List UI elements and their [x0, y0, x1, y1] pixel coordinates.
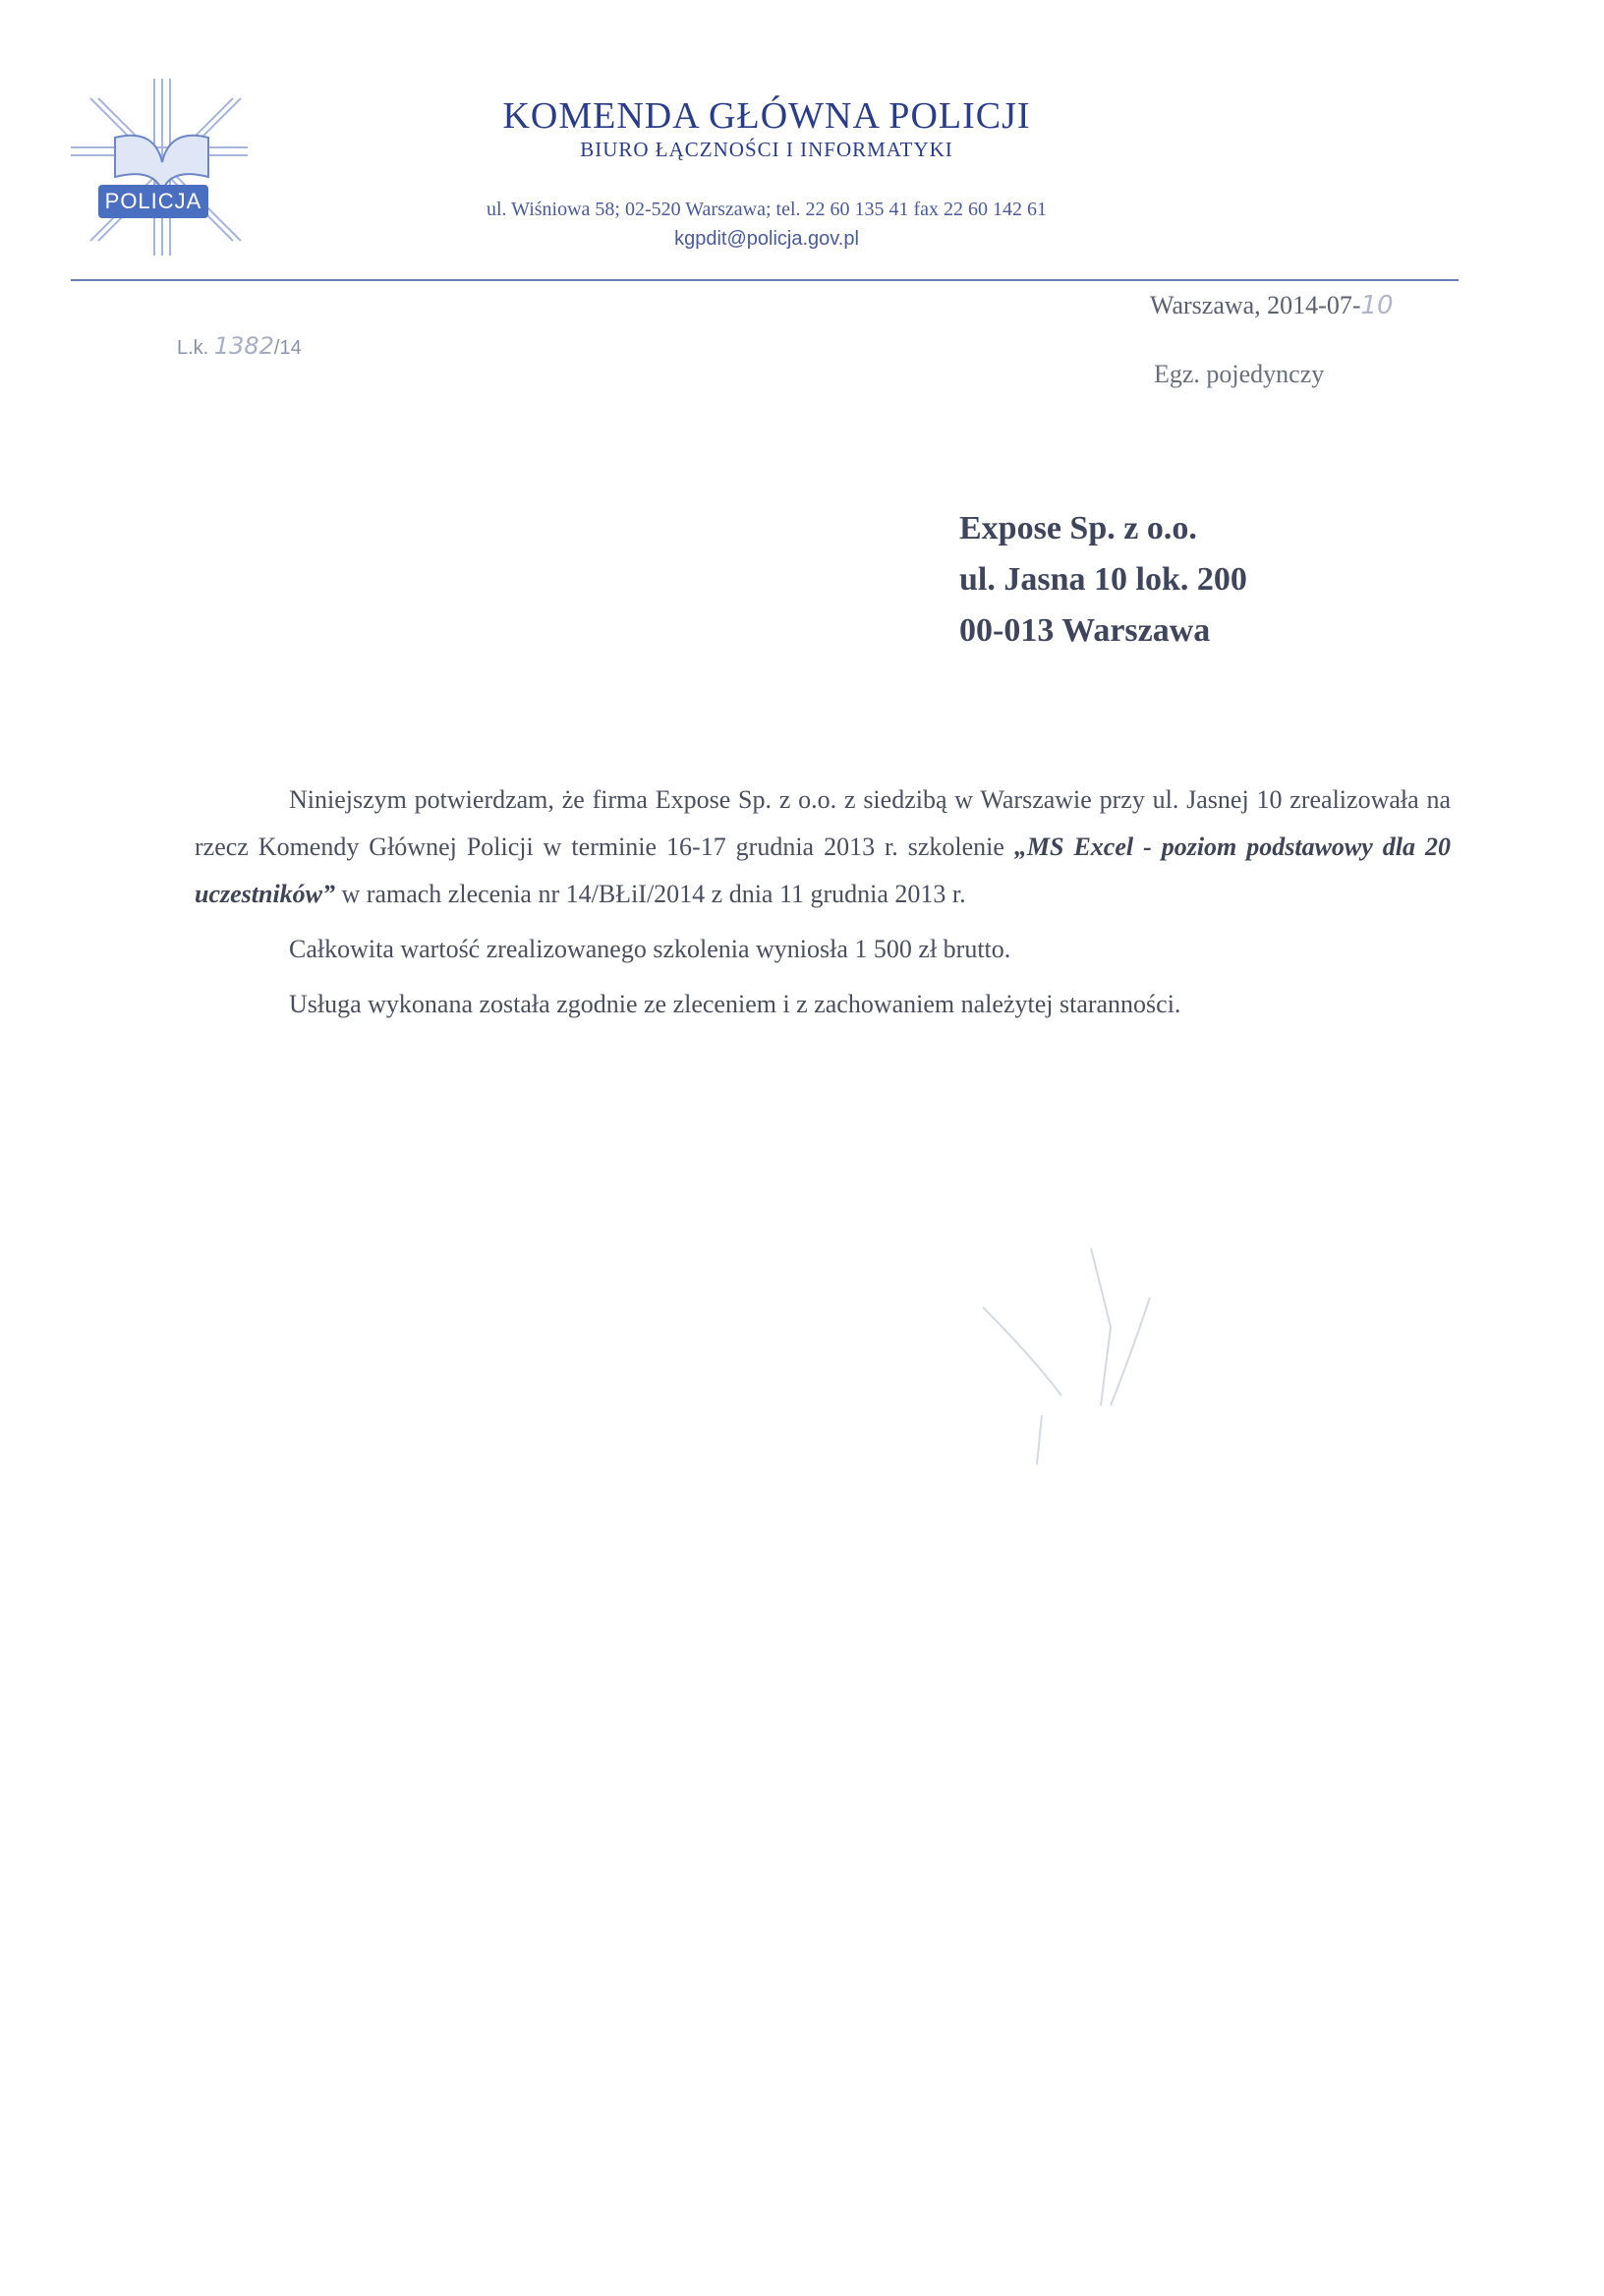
faint-signature: [944, 1238, 1199, 1494]
header-divider: [71, 279, 1459, 281]
recipient-line-3: 00-013 Warszawa: [959, 612, 1211, 649]
police-star-icon: [61, 69, 297, 265]
copy-note: Egz. pojedynczy: [1154, 360, 1325, 388]
recipient-line-1: Expose Sp. z o.o.: [959, 510, 1197, 546]
paragraph-1-end: w ramach zlecenia nr 14/BŁiI/2014 z dnia 11 grudnia 2013 r.: [335, 880, 966, 908]
institution-address: ul. Wiśniowa 58; 02-520 Warszawa; tel. 22 60 135 41 fax 22 60 142 61: [486, 199, 1048, 220]
institution-email: kgpdit@policja.gov.pl: [674, 228, 859, 250]
paragraph-confirmation: [195, 776, 1451, 918]
institution-subtitle: BIURO ŁĄCZNOŚCI I INFORMATYKI: [580, 138, 953, 161]
letter-body: [195, 776, 1451, 1028]
recipient-address: [959, 503, 1247, 657]
paragraph-service: Usługa wykonana została zgodnie ze zleceniem i z zachowaniem należytej staranności.: [289, 990, 1181, 1018]
police-logo: [61, 69, 297, 265]
ref-prefix: L.k.: [177, 337, 209, 359]
reference-number: [177, 332, 302, 360]
institution-title: KOMENDA GŁÓWNA POLICJI: [502, 95, 1031, 137]
document-date: [1150, 291, 1394, 320]
logo-label: POLICJA: [104, 189, 202, 213]
ref-number-handwritten: 1382: [213, 332, 274, 360]
date-printed: Warszawa, 2014-07-: [1150, 291, 1361, 319]
ref-suffix: /14: [273, 337, 302, 359]
paragraph-1-start: Niniejszym potwierdzam, że firma Expose Sp. z o.o. z siedzibą w Warszawie przy ul. Jasnej 10 zrealizowała na rzecz Komendy Głównej Policji w terminie 16-17 grudnia 2013 r. szkolenie: [195, 785, 1451, 861]
course-title: „MS Excel - poziom podstawowy dla 20 uczestników”: [195, 832, 1451, 908]
paragraph-value: Całkowita wartość zrealizowanego szkolenia wyniosła 1 500 zł brutto.: [289, 935, 1011, 963]
date-handwritten: 10: [1360, 291, 1394, 320]
recipient-line-2: ul. Jasna 10 lok. 200: [959, 561, 1247, 598]
